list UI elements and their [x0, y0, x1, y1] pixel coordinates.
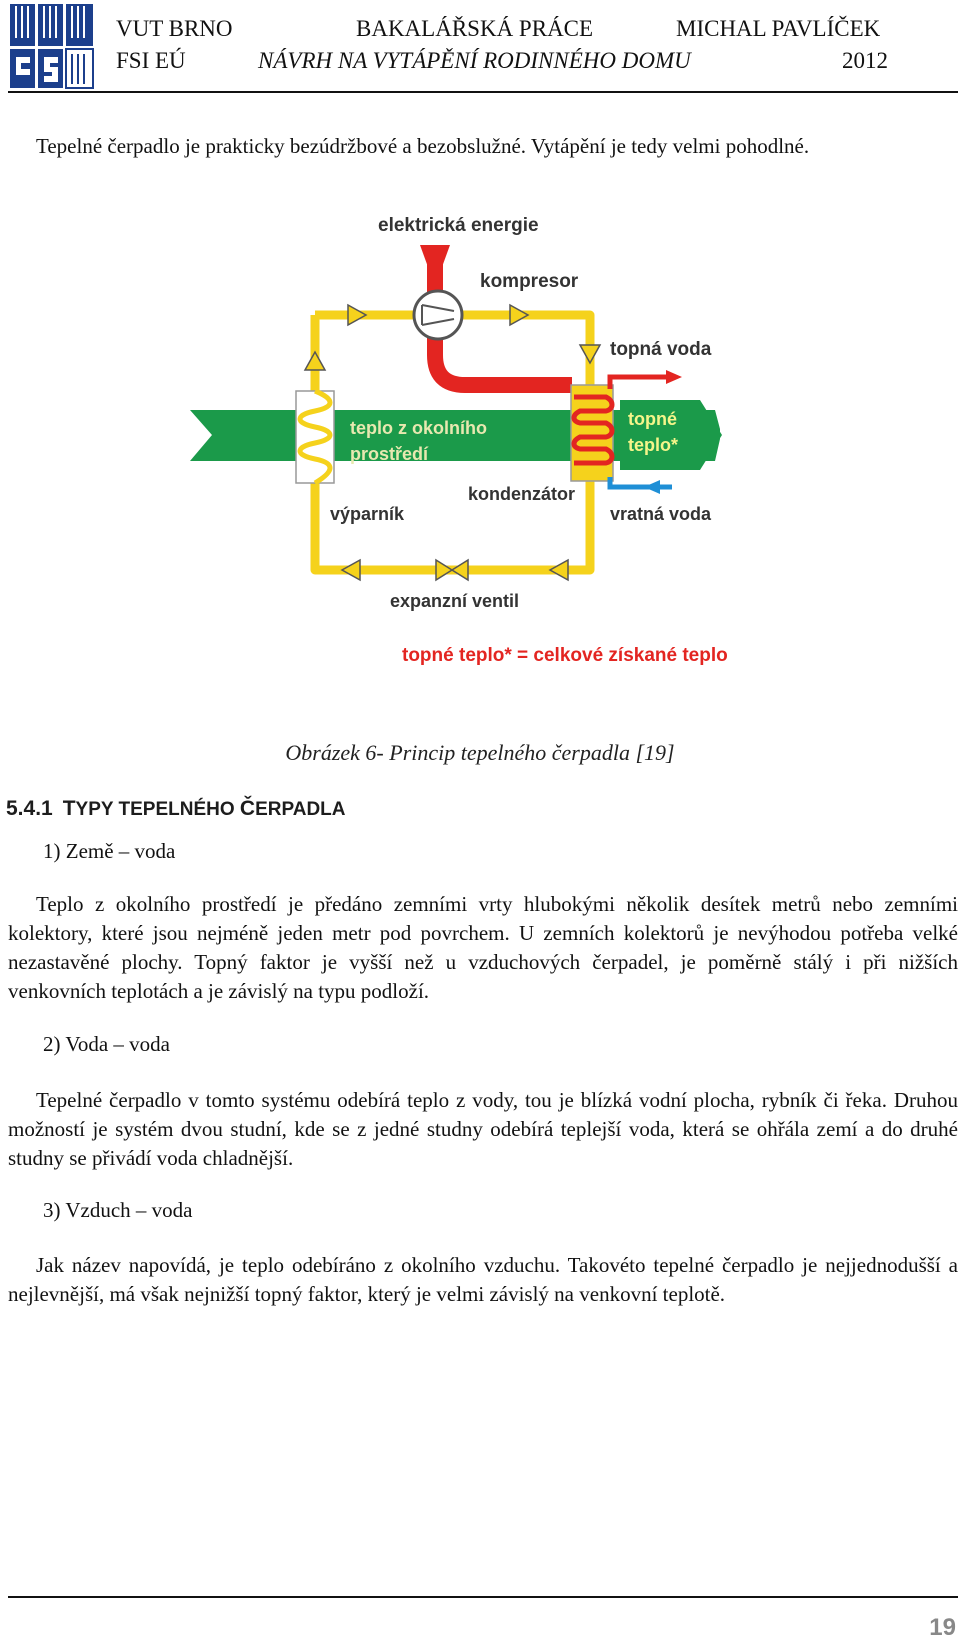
- header-author: MICHAL PAVLÍČEK: [676, 16, 881, 41]
- expansion-valve-left: [436, 560, 452, 580]
- label-condenser: kondenzátor: [468, 484, 576, 504]
- figure-footnote: topné teplo* = celkové získané teplo: [402, 645, 728, 666]
- figure-caption: Obrázek 6- Princip tepelného čerpadla [19]: [285, 740, 675, 765]
- flow-triangle-top-left: [348, 305, 366, 325]
- header-department: FSI EÚ: [116, 48, 186, 73]
- flow-triangle-right: [580, 345, 600, 363]
- label-compressor: kompresor: [480, 271, 579, 292]
- label-heating-heat-2: teplo*: [628, 435, 679, 455]
- label-ambient-heat-1: teplo z okolního: [350, 418, 487, 438]
- section-heading: [6, 797, 346, 821]
- flow-triangle-bottom-left: [342, 560, 360, 580]
- type-3-text: Jak název napovídá, je teplo odebíráno z okolního vzduchu. Takovéto tepelné čerpadlo je nejjednodušší a nejlevnější, má však nejnižší topný faktor, který je velmi závislý na venkovní teplotě.: [8, 1253, 958, 1306]
- label-evaporator: výparník: [330, 504, 405, 524]
- expansion-valve-right: [452, 560, 468, 580]
- header-rule: [8, 91, 958, 93]
- header-thesis-type: BAKALÁŘSKÁ PRÁCE: [356, 16, 594, 41]
- flow-triangle-top-right: [510, 305, 528, 325]
- evaporator-coil: [296, 391, 334, 483]
- label-electric-energy: elektrická energie: [378, 215, 539, 236]
- heat-pump-diagram: [190, 215, 770, 710]
- section-number: 5.4.1: [6, 797, 53, 820]
- label-expansion-valve: expanzní ventil: [390, 591, 520, 611]
- type-3-label: 3) Vzduch – voda: [43, 1198, 193, 1222]
- flow-triangle-bottom-right: [550, 560, 568, 580]
- flow-triangle-left: [305, 352, 325, 370]
- section-title: TYPY TEPELNÉHO ČERPADLA: [62, 797, 346, 820]
- label-return-water: vratná voda: [610, 504, 712, 524]
- compressor-symbol: [414, 291, 462, 339]
- type-1-text: Teplo z okolního prostředí je předáno zemními vrty hlubokými několik desítek metrů nebo zemními kolektory, které jsou nejméně jeden metr pod povrchem. U zemních kolektorů je nevýhodou potřeba velké nezastavěné plochy. Topný faktor je vyšší než u vzduchových čerpadel, je poměrně stálý i při nižších venkovních teplotách a je závislý na typu podloží.: [8, 892, 958, 1003]
- page-number: 19: [929, 1614, 956, 1641]
- type-1-label: 1) Země – voda: [43, 839, 176, 863]
- return-water-pipe: [610, 477, 672, 487]
- electric-energy-arrow: [420, 245, 450, 267]
- hot-water-pipe: [610, 377, 668, 389]
- condenser-coil: [571, 385, 613, 481]
- vut-fsi-logo: [8, 2, 95, 90]
- type-2-label: 2) Voda – voda: [43, 1032, 170, 1056]
- intro-paragraph: Tepelné čerpadlo je prakticky bezúdržbové a bezobslužné. Vytápění je tedy velmi pohodlné.: [36, 134, 810, 158]
- label-hot-water: topná voda: [610, 339, 712, 360]
- header-year: 2012: [842, 48, 888, 73]
- type-2-text: Tepelné čerpadlo v tomto systému odebírá teplo z vody, tou je blízká vodní plocha, rybník či řeka. Druhou možností je systém dvou studní, kde se z jedné studny odebírá teplejší voda, která se ohřála zemí a do druhé studny se přivádí voda chladnější.: [8, 1088, 958, 1170]
- label-heating-heat-1: topné: [628, 409, 677, 429]
- footer-rule: [8, 1596, 958, 1598]
- page-header: [0, 0, 960, 96]
- label-ambient-heat-2: prostředí: [350, 444, 429, 464]
- header-institution: VUT BRNO: [116, 16, 233, 41]
- header-thesis-title: NÁVRH NA VYTÁPĚNÍ RODINNÉHO DOMU: [258, 48, 691, 73]
